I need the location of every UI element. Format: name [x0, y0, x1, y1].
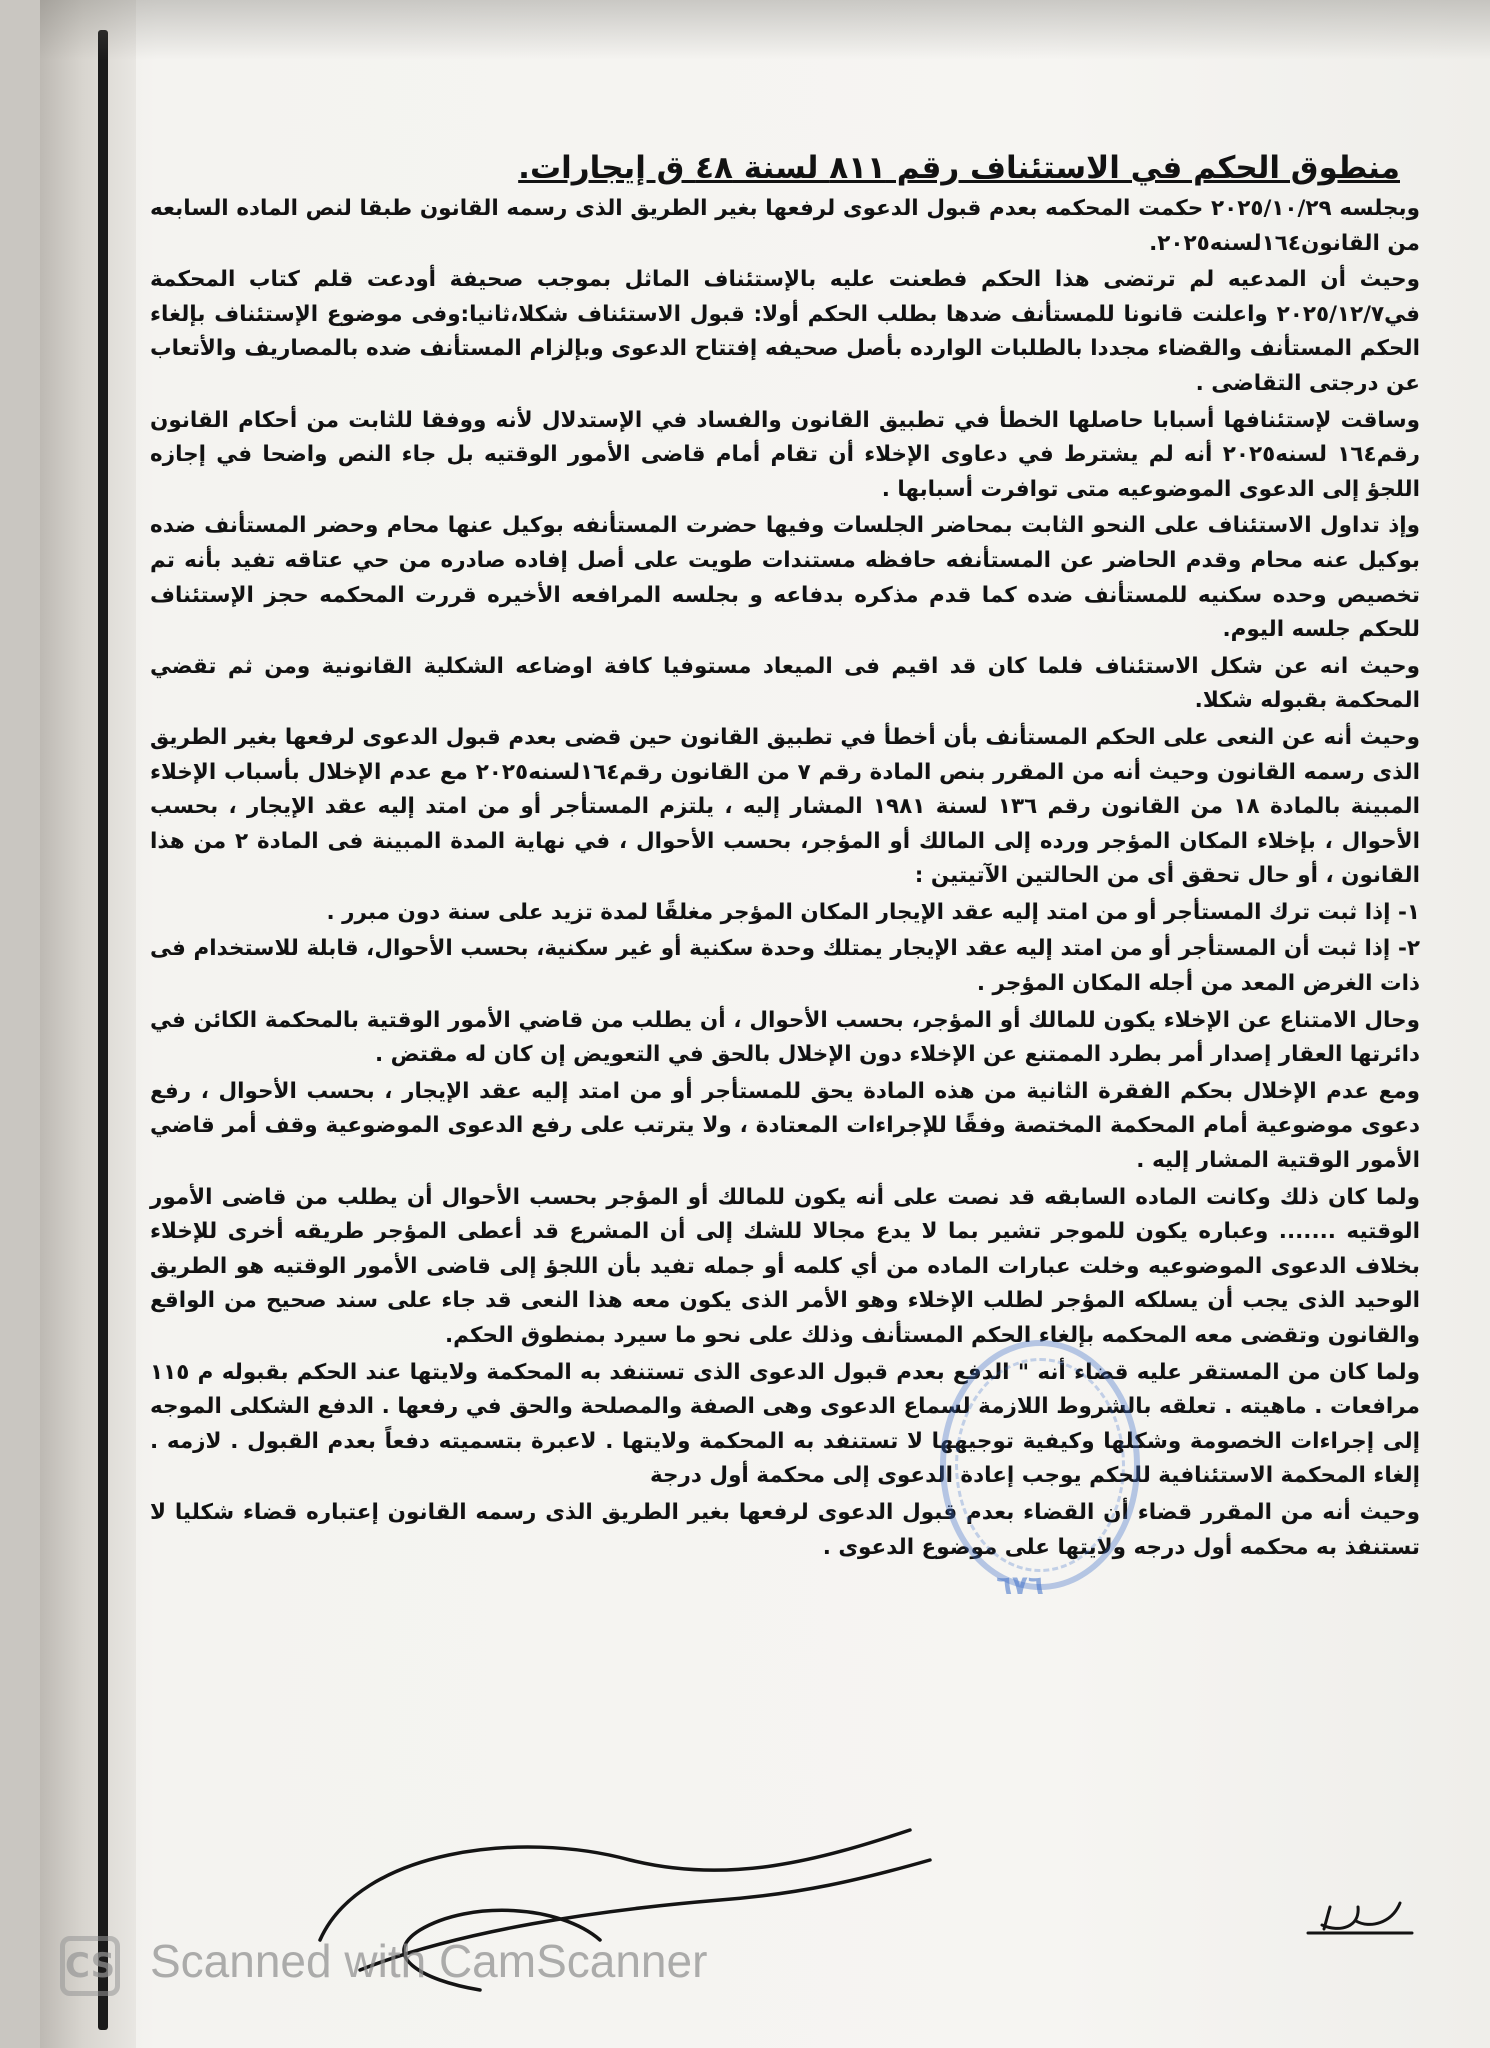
paragraph-appeal-grounds: وساقت لإستئنافها أسبابا حاصلها الخطأ في تطبيق القانون والفساد في الإستدلال لأنه ووفقا للثابت من أحكام القانون رقم١٦٤ لسنه٢٠٢٥ أنه لم يشترط في دعاوى الإخلاء أن تقام أمام قاضى الأمور الوقتيه بل جاء النص واضحا في إجازه اللجؤ إلى الدعوى الموضوعيه متى توافرت أسبابها .: [150, 407, 1420, 502]
binding-line: [98, 30, 108, 2030]
paragraph-case-1: ١- إذا ثبت ترك المستأجر أو من امتد إليه عقد الإيجار المكان المؤجر مغلقًا لمدة تزيد على سنة دون مبرر .: [326, 899, 1420, 925]
paragraph-appeal-filing: وحيث أن المدعيه لم ترتضى هذا الحكم فطعنت عليه بالإستئناف الماثل بموجب صحيفة أودعت قلم كتاب المحكمة في٢٠٢٥/١٢/٧ واعلنت قانونا للمستأنف ضدها بطلب الحكم أولا: قبول الاستئناف شكلا،ثانيا:وفى موضوع الإستئناف بإلغاء الحكم المستأنف والقضاء مجددا بالطلبات الوارده بأصل صحيفه إفتتاح الدعوى وبإلزام المستأنف ضده بالمصاريف والأتعاب عن درجتى التقاضى .: [150, 267, 1420, 396]
stamp-number: [950, 1560, 1090, 1610]
court-stamp-inner-ring: [955, 1358, 1125, 1572]
paragraph-article-7: وحيث أنه عن النعى على الحكم المستأنف بأن أخطأ في تطبيق القانون حين قضى بعدم قبول الدعوى لرفعها بغير الطريق الذى رسمه القانون وحيث أنه من المقرر بنص المادة رقم ٧ من القانون رقم١٦٤لسنه٢٠٢٥ مع عدم الإخلال بأسباب الإخلاء المبينة بالمادة ١٨ من القانون رقم ١٣٦ لسنة ١٩٨١ المشار إليه ، يلتزم المستأجر أو من امتد إليه عقد الإيجار ، بحسب الأحوال ، بإخلاء المكان المؤجر ورده إلى المالك أو المؤجر، بحسب الأحوال ، في نهاية المدة المبينة فى المادة ٢ من هذا القانون ، أو حال تحقق أى من الحالتين الآتيتين :: [150, 724, 1420, 889]
camscanner-watermark: [60, 1928, 820, 2004]
stamp-number-text: ٦٧٦: [996, 1571, 1044, 1601]
paragraph-subject-suit: ومع عدم الإخلال بحكم الفقرة الثانية من هذه المادة يحق للمستأجر أو من امتد إليه عقد الإيجار ، بحسب الأحوال ، رفع دعوى موضوعية أمام المحكمة المختصة وفقًا للإجراءات المعتادة ، ولا يترتب على رفع الدعوى الموضوعية وقف أمر قاضي الأمور الوقتية المشار إليه .: [150, 1078, 1420, 1174]
paragraph-refusal: وحال الامتناع عن الإخلاء يكون للمالك أو المؤجر، بحسب الأحوال ، أن يطلب من قاضي الأمور الوقتية بالمحكمة الكائن في دائرتها العقار إصدار أمر بطرد الممتنع عن الإخلاء دون الإخلال بالحق في التعويض إن كان له مقتض .: [150, 1007, 1420, 1068]
document-body: [150, 150, 1420, 1565]
paragraph-reasoning: ولما كان ذلك وكانت الماده السابقه قد نصت على أنه يكون للمالك أو المؤجر بحسب الأحوال أن يطلب من قاضى الأمور الوقتيه ....... وعباره يكون للموجر تشير بما لا يدع مجالا للشك إلى أن المشرع قد أعطى المؤجر طريقه أخرى للإخلاء بخلاف الدعوى الموضوعيه وخلت عبارات الماده من أي كلمه أو جمله تفيد بأن اللجؤ إلى قاضى الأمور الوقتيه هو الطريق الوحيد الذى يجب أن يسلكه المؤجر لطلب الإخلاء وهو الأمر الذى يكون معه هذا النعى قد جاء على سند صحيح من الواقع والقانون وتقضى معه المحكمه بإلغاء الحكم المستأنف وذلك على نحو ما سيرد بمنطوق الحكم.: [150, 1184, 1420, 1348]
paragraph-form-acceptance: وحيث انه عن شكل الاستئناف فلما كان قد اقيم فى الميعاد مستوفيا كافة اوضاعه الشكلية القانونية ومن ثم تقضي المحكمة بقبوله شكلا.: [150, 653, 1420, 714]
paragraph-conclusion: وحيث أنه من المقرر قضاء أن القضاء بعدم قبول الدعوى لرفعها بغير الطريق الذى رسمه القانون إعتباره قضاء شكليا لا تستنفذ به محكمه أول درجه ولايتها على موضوع الدعوى .: [150, 1499, 1420, 1560]
camscanner-logo-icon: CS: [60, 1936, 120, 1996]
paragraph-precedent: ولما كان من المستقر عليه قضاء أنه " الدفع بعدم قبول الدعوى الذى تستنفد به المحكمة ولايتها عند الحكم بقبوله م ١١٥ مرافعات . ماهيته . تعلقه بالشروط اللازمة لسماع الدعوى وهى الصفة والمصلحة والحق في رفعها . الدفع الشكلى الموجه إلى إجراءات الخصومة وشكلها وكيفية توجيهها لا تستنفد به المحكمة ولايتها . لاعبرة بتسميته دفعاً بعدم القبول . لازمه . إلغاء المحكمة الاستئنافية للحكم يوجب إعادة الدعوى إلى محكمة أول درجة: [150, 1359, 1420, 1489]
initials-mark: [1300, 1885, 1420, 1945]
camscanner-text: Scanned with CamScanner: [150, 1935, 708, 1987]
paragraph-judgment-date: وبجلسه ٢٠٢٥/١٠/٢٩ حكمت المحكمه بعدم قبول الدعوى لرفعها بغير الطريق الذى رسمه القانون طبقا لنص الماده السابعه من القانون١٦٤لسنه٢٠٢٥.: [150, 196, 1420, 256]
paragraph-case-2: ٢- إذا ثبت أن المستأجر أو من امتد إليه عقد الإيجار يمتلك وحدة سكنية أو غير سكنية، بحسب الأحوال، قابلة للاستخدام فى ذات الغرض المعد من أجله المكان المؤجر .: [150, 936, 1420, 997]
page-left-edge: [40, 0, 136, 2048]
top-shadow: [40, 0, 1490, 60]
paragraph-hearings: وإذ تداول الاستئناف على النحو الثابت بمحاضر الجلسات وفيها حضرت المستأنفه بوكيل عنها محام وحضر المستأنف ضده بوكيل عنه محام وقدم الحاضر عن المستأنفه حافظه مستندات طويت على أصل إفاده صادره من حي عتاقه تفيد بأنه تم تخصيص وحده سكنيه للمستأنف ضده كما قدم مذكره بدفاعه و بجلسه المرافعه الأخيره قررت المحكمه حجز الإستئناف للحكم جلسه اليوم.: [150, 513, 1420, 643]
document-title: منطوق الحكم في الاستئناف رقم ٨١١ لسنة ٤٨ ق إيجارات.: [518, 150, 1400, 186]
